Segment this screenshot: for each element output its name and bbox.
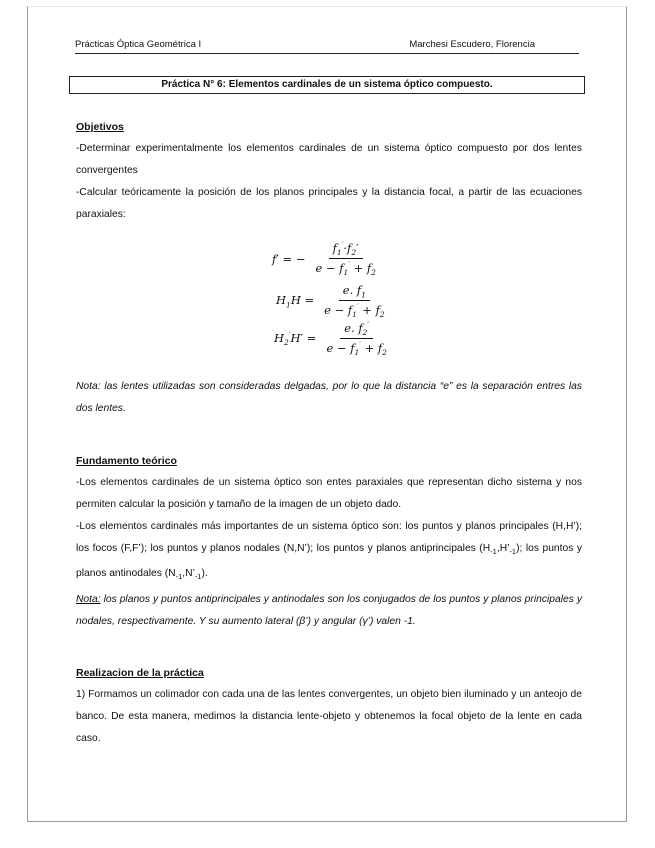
page-header bbox=[75, 37, 579, 54]
fundamento-p2-text-b: ; los puntos y planos antinodales (N bbox=[76, 543, 582, 580]
fundamento-p2-text-a: -Los elementos cardinales más importantes de un sistema óptico son: los puntos y planos principales (H,H’); los focos (F,F’); los puntos y planos nodales (N,N’); los puntos y planos antiprincipales (H bbox=[76, 521, 582, 554]
practice-title: Práctica N° 6: Elementos cardinales de un sistema óptico compuesto. bbox=[69, 76, 585, 94]
equation-focal: f′ = − $\frac{f_1'\cdot f_2'}{e - f_1' + f_2}$ bbox=[272, 240, 376, 278]
objetivos-heading: Objetivos bbox=[76, 121, 124, 133]
header-author: Marchesi Escudero, Florencia bbox=[409, 39, 535, 50]
fundamento-paragraph-2: -Los elementos cardinales más importantes de un sistema óptico son: los puntos y planos principales (H,H’); los focos (F,F’); los puntos y planos nodales (N,N’); los puntos y planos antiprincipales $(H_{-1},H’_{-1})$; los puntos y planos antinodales $(N_{-1},N’_{-1})$. bbox=[76, 521, 582, 582]
fundamento-nota-label: Nota: bbox=[76, 594, 101, 605]
realizacion-paragraph-1: 1) Formamos un colimador con cada una de las lentes convergentes, un objeto bien iluminado y un anteojo de banco. De esta manera, medimos la distancia lente-objeto y obtenemos la focal objeto de la lente en cada caso. bbox=[76, 689, 582, 744]
header-course: Prácticas Óptica Geométrica I bbox=[75, 39, 202, 50]
fundamento-nota bbox=[76, 589, 582, 633]
realizacion-heading: Realizacion de la práctica bbox=[76, 667, 204, 679]
fundamento-heading: Fundamento teórico bbox=[76, 455, 177, 467]
fundamento-nota-text: los planos y puntos antiprincipales y antinodales son los conjugados de los puntos y planos principales y nodales, respectivamente. Y su aumento lateral (β’) y angular (γ’) valen -1. bbox=[76, 594, 582, 627]
objetivos-item-1: -Determinar experimentalmente los elementos cardinales de un sistema óptico compuesto por dos lentes convergentes bbox=[76, 143, 582, 176]
nota-lentes: Nota: las lentes utilizadas son consideradas delgadas, por lo que la distancia “e” es la separación entres las dos lentes. bbox=[76, 381, 582, 414]
equation-h2h-prime: $H_2'H'$ = $\frac{e. f_2'}{e - f_1' + f_2}$ bbox=[274, 320, 387, 358]
objetivos-item-2: -Calcular teóricamente la posición de los planos principales y la distancia focal, a partir de las ecuaciones paraxiales: bbox=[76, 187, 582, 220]
fundamento-paragraph-1: -Los elementos cardinales de un sistema óptico son entes paraxiales que representan dicho sistema y nos permiten calcular la posición y tamaño de la imagen de un objeto dado. bbox=[76, 477, 582, 510]
equation-h1h: $H_1H$ = $\frac{e. f_1}{e - f_1' + f_2}$ bbox=[276, 283, 385, 320]
